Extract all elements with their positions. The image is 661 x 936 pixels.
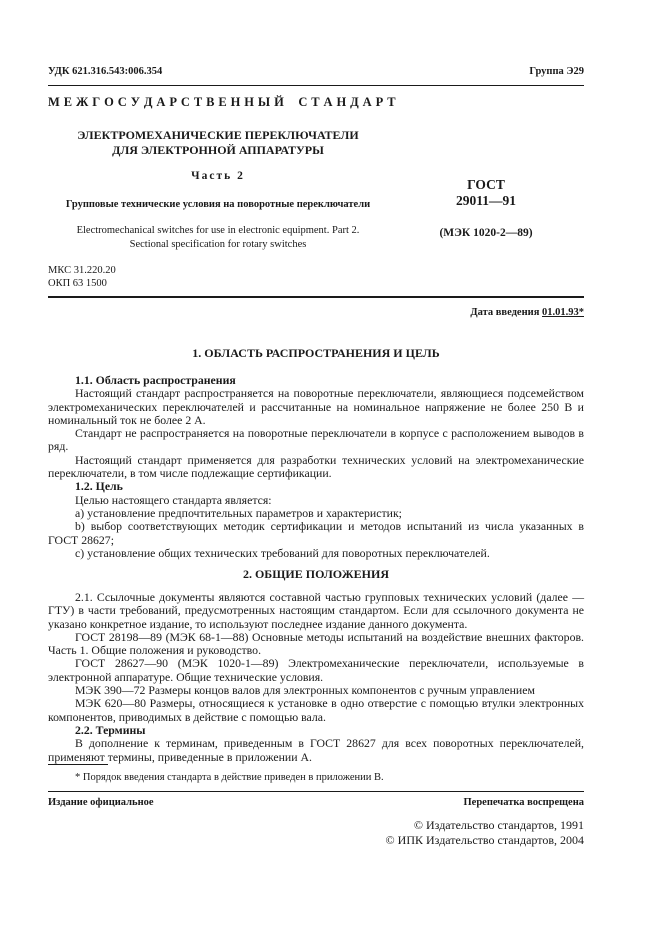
footnote: * Порядок введения стандарта в действие приведен в приложении В. [75,772,384,783]
section1-1-heading: 1.1. Область распространения [75,373,236,387]
gost-number: 29011—91 [455,193,516,208]
footnote-rule [48,764,108,765]
gost-block [410,177,562,209]
okp-code: ОКП 63 1500 [48,278,107,289]
section2-2-heading: 2.2. Термины [75,722,146,737]
section1-paragraph-3: Настоящий стандарт применяется для разработки технических условий на электромеханические переключатели, в том числе подлежащие сертификации. [48,452,584,481]
copyright-block [386,818,584,848]
standard-type: М Е Ж Г О С У Д А Р С Т В Е Н Н Ы Й С Т А Н Д А Р Т [48,95,396,109]
section2-heading: 2. ОБЩИЕ ПОЛОЖЕНИЯ [242,567,390,581]
list-item-a: a) установление предпочтительных параметров и характеристик; [75,505,402,520]
section2-paragraph-6: В дополнение к терминам, приведенным в ГОСТ 28627 для всех поворотных переключателей, применяют термины, приведенные в приложении А. [48,736,584,764]
mks-code: МКС 31.220.20 [48,265,116,276]
english-title-line-1: Electromechanical switches for use in electronic equipment. Part 2. [76,225,360,236]
section2-paragraph-1: 2.1. Ссылочные документы являются составной частью групповых технических условий (далее — ГТУ) в части требований, предусмотренных настоящим стандартом. Если для ссылочного документа не указано конкретное издание, то используют последнее издание данного документа. [48,590,584,631]
intro-date-value: 01.01.93* [542,307,584,318]
section2-paragraph-5: МЭК 620—80 Размеры, относящиеся к установке в одно отверстие с помощью втулки электронных компонентов, приводимых в действие с помощью вала. [48,696,584,724]
title-block [48,128,388,158]
edition-label: Издание официальное [48,797,154,808]
udk-code: УДК 621.316.543:006.354 [48,66,163,77]
list-item-c: c) установление общих технических требований для поворотных переключателей. [75,545,490,560]
copyright-line-1: © Издательство стандартов, 1991 [413,818,584,832]
english-title-line-2: Sectional specification for rotary switches [129,238,307,250]
footer-rule [48,791,584,792]
gost-label: ГОСТ [467,177,505,192]
title-line-2: ДЛЯ ЭЛЕКТРОННОЙ АППАРАТУРЫ [112,143,324,157]
intro-date-label: Дата введения [470,307,540,318]
section2-paragraph-3: ГОСТ 28627—90 (МЭК 1020-1—89) Электромеханические переключатели, используемые в электронной аппаратуре. Общие технические условия. [48,656,584,684]
section2-paragraph-2: ГОСТ 28198—89 (МЭК 68-1—88) Основные методы испытаний на воздействие внешних факторов. Часть 1. Общие положения и руководство. [48,629,584,658]
section1-2-heading: 1.2. Цель [75,479,123,494]
section2-body [48,591,584,764]
section1-paragraph-4: Целью настоящего стандарта является: [75,492,272,507]
english-title [48,224,388,251]
group-code: Группа Э29 [529,66,584,77]
classification-codes [48,264,116,290]
section1-paragraph-2: Стандарт не распространяется на поворотные переключатели в корпусе с расположением выводов в ряд. [48,426,584,454]
part-label: Часть 2 [191,170,245,182]
section1-body [48,374,584,560]
subtitle: Групповые технические условия на поворотные переключатели [65,199,371,210]
list-item-b: b) выбор соответствующих методик сертификации и методов испытаний из числа указанных в ГОСТ 28627; [48,519,584,547]
section1-paragraph-1: Настоящий стандарт распространяется на поворотные переключатели, являющиеся подсемейством электромеханических переключателей и рассчитанные на номинальное напряжение не более 250 В и номинальный ток не более 2 А. [48,386,584,427]
title-rule [48,296,584,298]
copyright-line-2: © ИПК Издательство стандартов, 2004 [385,833,584,847]
section1-heading: 1. ОБЛАСТЬ РАСПРОСТРАНЕНИЯ И ЦЕЛЬ [192,346,440,360]
section2-paragraph-4: МЭК 390—72 Размеры концов валов для электронных компонентов с ручным управлением [75,683,535,698]
iec-number: (МЭК 1020-2—89) [439,227,533,239]
title-line-1: ЭЛЕКТРОМЕХАНИЧЕСКИЕ ПЕРЕКЛЮЧАТЕЛИ [77,128,359,142]
intro-date [470,307,584,318]
header-rule [48,85,584,86]
reprint-label: Перепечатка воспрещена [463,797,584,808]
